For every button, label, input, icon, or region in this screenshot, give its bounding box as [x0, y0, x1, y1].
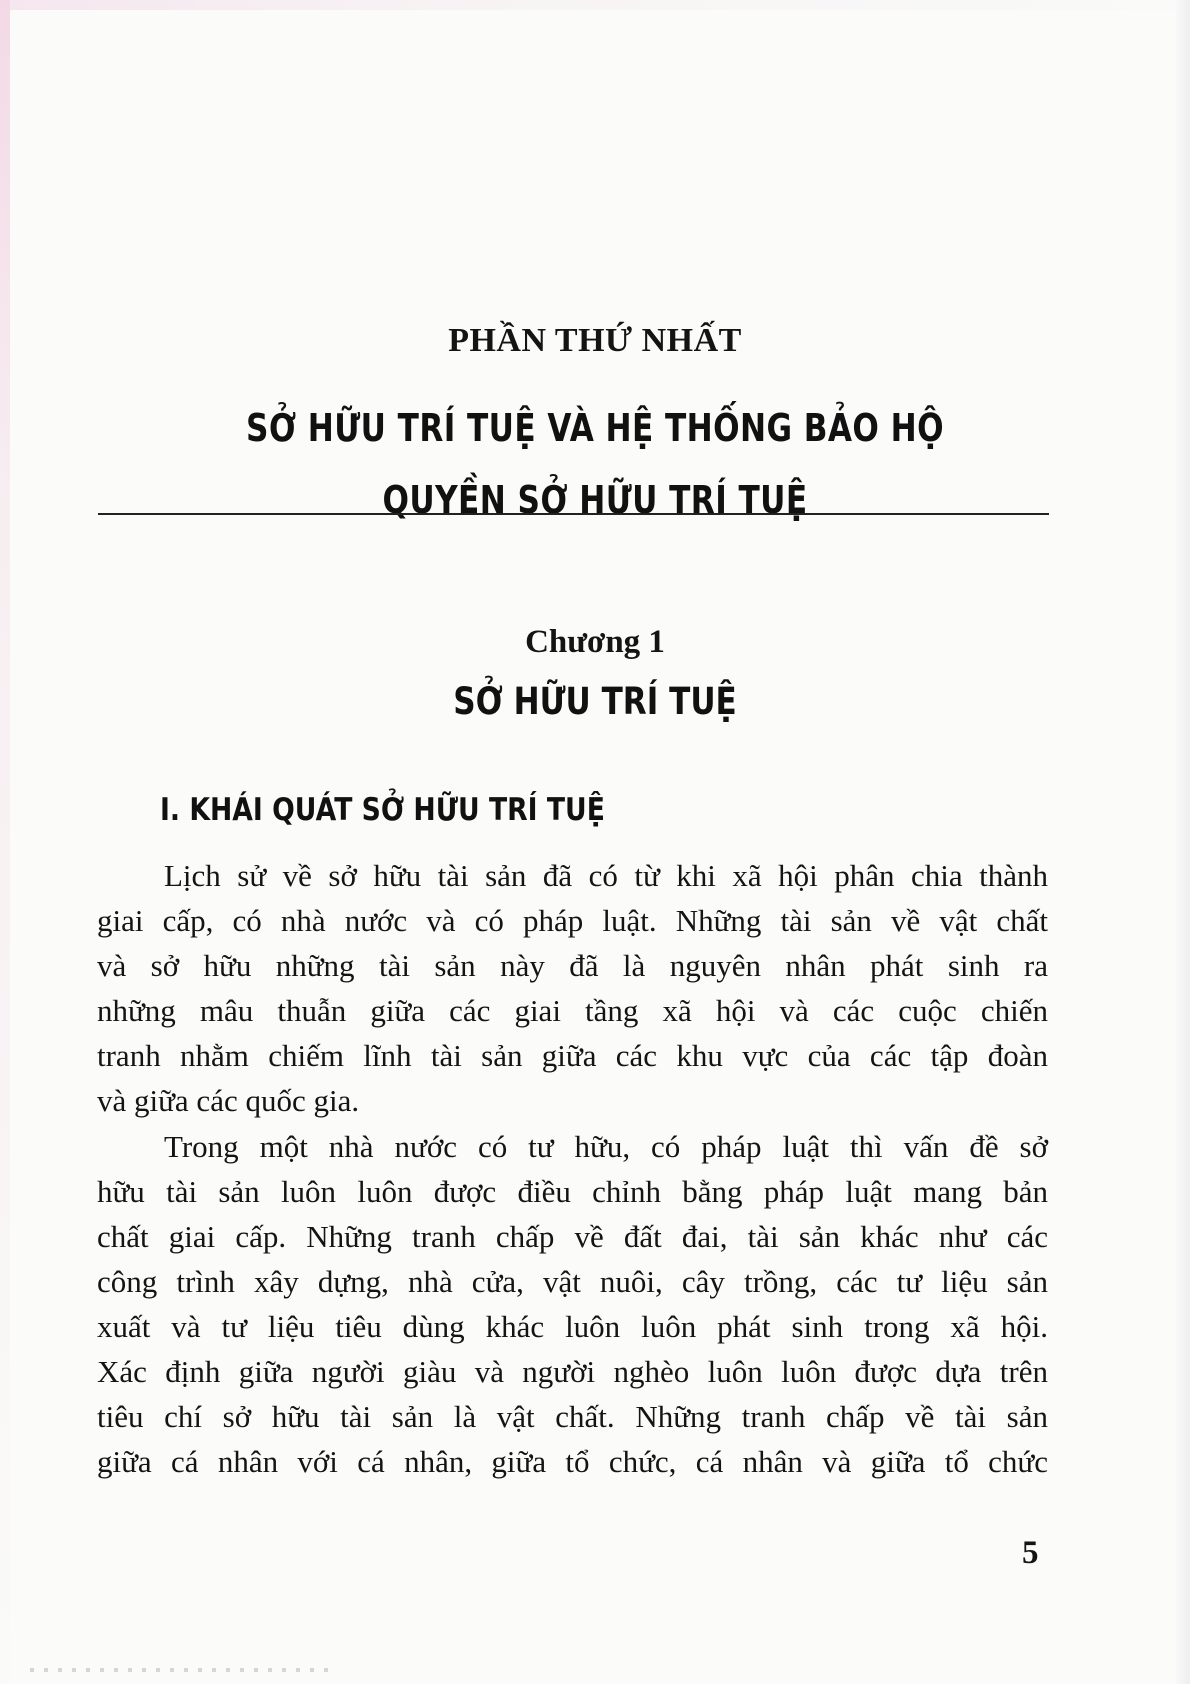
part-title-line-1: SỞ HỮU TRÍ TUỆ VÀ HỆ THỐNG BẢO HỘ — [246, 406, 944, 450]
body-line: Trong một nhà nước có tư hữu, có pháp luật thì vấn đề sở — [164, 1129, 1048, 1164]
body-line: Xác định giữa người giàu và người nghèo luôn luôn được dựa trên — [97, 1354, 1048, 1389]
body-line: giữa cá nhân với cá nhân, giữa tổ chức, cá nhân và giữa tổ chức — [97, 1444, 1048, 1479]
body-line: Lịch sử về sở hữu tài sản đã có từ khi xã hội phân chia thành — [164, 858, 1048, 893]
section-heading: I. KHÁI QUÁT SỞ HỮU TRÍ TUỆ — [160, 792, 605, 828]
body-line: và sở hữu những tài sản này đã là nguyên nhân phát sinh ra — [97, 948, 1048, 983]
scan-artifact — [30, 1668, 330, 1672]
part-label: PHẦN THỨ NHẤT — [448, 322, 742, 359]
body-line: công trình xây dựng, nhà cửa, vật nuôi, cây trồng, các tư liệu sản — [97, 1264, 1048, 1299]
part-divider-rule — [98, 513, 1049, 515]
part-title-line-2: QUYỀN SỞ HỮU TRÍ TUỆ — [382, 478, 808, 522]
body-line: những mâu thuẫn giữa các giai tầng xã hội và các cuộc chiến — [97, 993, 1048, 1028]
body-line: và giữa các quốc gia. — [97, 1083, 360, 1118]
chapter-label: Chương 1 — [525, 624, 665, 660]
page-number: 5 — [1022, 1535, 1039, 1571]
scan-edge-right — [1176, 0, 1190, 1684]
body-line: tiêu chí sở hữu tài sản là vật chất. Những tranh chấp về tài sản — [97, 1399, 1048, 1434]
body-line: xuất và tư liệu tiêu dùng khác luôn luôn phát sinh trong xã hội. — [97, 1309, 1048, 1344]
body-line: tranh nhằm chiếm lĩnh tài sản giữa các khu vực của các tập đoàn — [97, 1038, 1048, 1073]
scan-edge-left — [0, 0, 10, 1684]
body-line: hữu tài sản luôn luôn được điều chỉnh bằng pháp luật mang bản — [97, 1174, 1048, 1209]
chapter-title: SỞ HỮU TRÍ TUỆ — [453, 680, 737, 723]
body-line: chất giai cấp. Những tranh chấp về đất đai, tài sản khác như các — [97, 1219, 1048, 1254]
body-line: giai cấp, có nhà nước và có pháp luật. Những tài sản về vật chất — [97, 903, 1048, 938]
scan-edge-top — [0, 0, 1190, 10]
